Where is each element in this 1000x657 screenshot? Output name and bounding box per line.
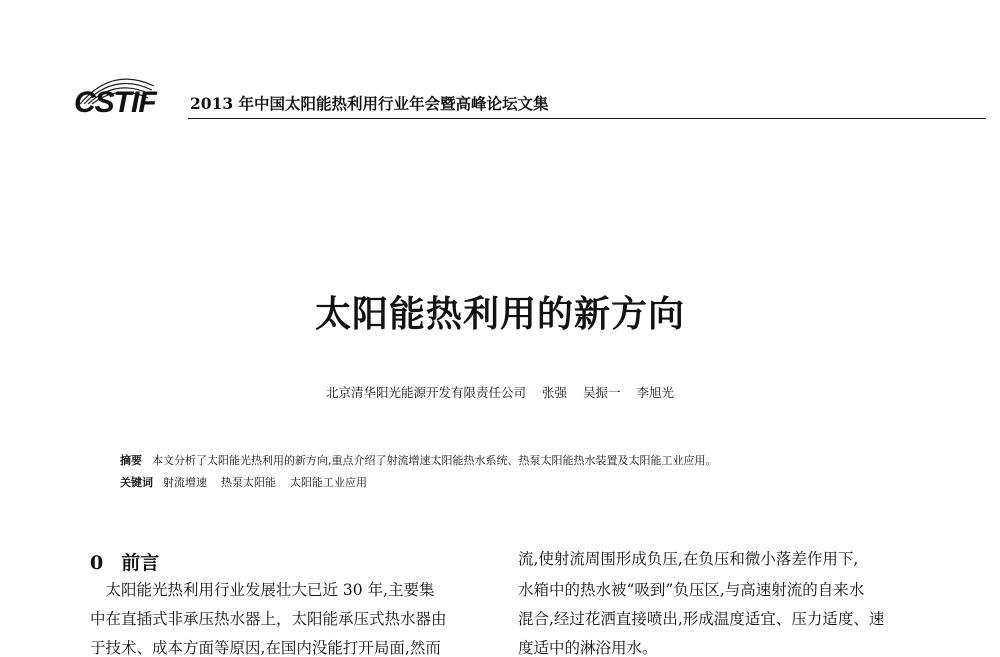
author-name: 张强 — [541, 385, 567, 400]
body-line: 度适中的淋浴用水。 — [518, 639, 658, 657]
proceedings-title: 2013 年中国太阳能热利用行业年会暨高峰论坛文集 — [190, 94, 549, 113]
keyword: 射流增速 — [163, 476, 207, 489]
body-line: 水箱中的热水被“吸到”负压区,与高速射流的自来水 — [518, 581, 865, 599]
keywords-label: 关键词 — [120, 476, 153, 489]
section-number: 0 — [90, 552, 104, 574]
keywords — [120, 474, 381, 490]
author-name: 李旭光 — [636, 385, 674, 400]
body-line: 中在直插式非承压热水器上，太阳能承压式热水器由 — [90, 610, 447, 628]
keyword: 太阳能工业应用 — [290, 476, 367, 489]
abstract-text: 本文分析了太阳能光热利用的新方向,重点介绍了射流增速太阳能热水系统、热泵太阳能热水装置及太阳能工业应用。 — [152, 454, 717, 467]
body-line: 太阳能光热利用行业发展壮大已近 30 年,主要集 — [90, 581, 435, 599]
body-line: 流,使射流周围形成负压,在负压和微小落差作用下, — [518, 550, 859, 568]
section-title: 前言 — [121, 552, 160, 574]
affiliation: 北京清华阳光能源开发有限责任公司 — [325, 385, 526, 400]
byline — [0, 383, 1000, 401]
section-heading — [90, 548, 159, 575]
author-name: 吴振一 — [582, 385, 621, 400]
paper-title: 太阳能热利用的新方向 — [314, 293, 685, 335]
cstif-logo-text: CSTIF — [74, 86, 156, 119]
body-line: 混合,经过花洒直接喷出,形成温度适宜、压力适度、速 — [518, 610, 885, 628]
header-rule — [188, 118, 986, 119]
keyword: 热泵太阳能 — [221, 476, 276, 489]
abstract — [120, 452, 717, 468]
abstract-label: 摘要 — [120, 454, 142, 467]
body-line: 于技术、成本方面等原因,在国内没能打开局面,然而 — [90, 639, 441, 657]
